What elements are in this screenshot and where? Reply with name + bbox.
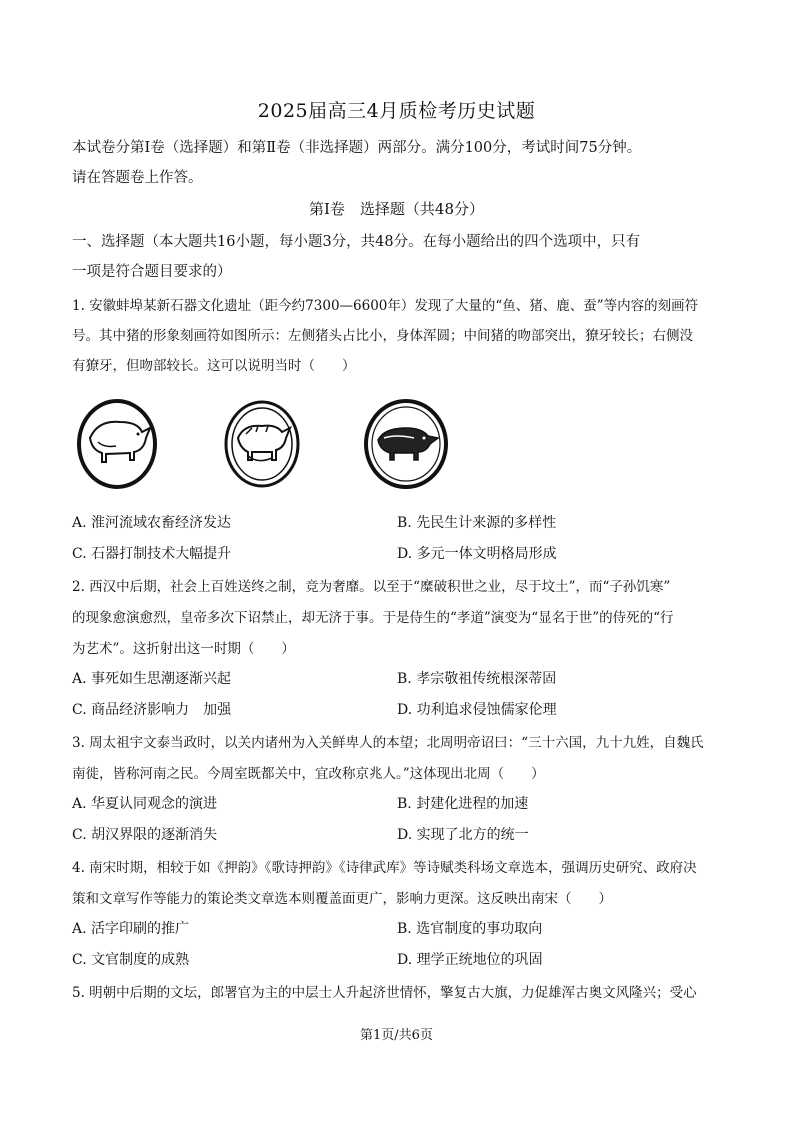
q5-line-1: 5. 明朝中后期的文坛，郎署官为主的中层士人升起济世情怀，擎复古大旗，力促雄浑古奥文风隆兴；受心 [72,985,697,1001]
intro-line-1: 本试卷分第Ⅰ卷（选择题）和第Ⅱ卷（非选择题）两部分。满分100分，考试时间75分钟。 [72,140,642,156]
q3-option-d: D. 实现了北方的统一 [397,827,529,843]
pig-carving-middle-icon [222,398,302,490]
q3-line-1: 3. 周太祖宇文泰当政时，以关内诸州为入关鲜卑人的本望；北周明帝诏曰：“三十六国，九十九姓，自魏氏 [72,735,704,751]
q1-line-3: 有獠牙，但吻部较长。这可以说明当时（ ） [72,358,356,374]
pig-carving-left-icon [76,398,160,490]
q2-option-b: B. 孝宗敬祖传统根深蒂固 [397,671,557,687]
q2-option-c: C. 商品经济影响力 加强 [72,702,232,718]
q3-option-a: A. 华夏认同观念的演进 [72,796,218,812]
page-footer: 第1页/共6页 [360,1028,433,1043]
q1-option-c: C. 石器打制技术大幅提升 [72,546,232,562]
q2-line-2: 的现象愈演愈烈，皇帝多次下诏禁止，却无济于事。于是侍生的“孝道”演变为“显名于世”的侍死的“行 [72,610,674,626]
q3-option-c: C. 胡汉界限的逐渐消失 [72,827,218,843]
q1-line-2: 号。其中猪的形象刻画符如图所示：左侧猪头占比小，身体浑圆；中间猪的吻部突出，獠牙较长；右侧没 [72,328,693,344]
pig-carving-right-icon [362,398,450,490]
q1-figure [76,398,456,490]
instructions-line-1: 一、选择题（本大题共16小题，每小题3分，共48分。在每小题给出的四个选项中，只有 [72,234,641,250]
q3-line-2: 南徙，皆称河南之民。今周室既都关中，宜改称京兆人。”这体现出北周（ ） [72,766,545,782]
q4-option-b: B. 选官制度的事功取向 [397,921,543,937]
q4-line-2: 策和文章写作等能力的策论类文章选本则覆盖面更广，影响力更深。这反映出南宋（ ） [72,891,612,907]
q2-line-1: 2. 西汉中后期，社会上百姓送终之制，竞为奢靡。以至于“糜破积世之业，尽于坟土”，而“子孙饥寒” [72,579,671,595]
section-title: 第Ⅰ卷 选择题（共48分） [308,200,484,218]
page-title: 2025届高三4月质检考历史试题 [257,100,536,122]
instructions-line-2: 一项是符合题目要求的） [72,264,232,280]
q3-option-b: B. 封建化进程的加速 [397,796,529,812]
q4-option-c: C. 文官制度的成熟 [72,952,190,968]
q1-option-b: B. 先民生计来源的多样性 [397,515,557,531]
q1-line-1: 1. 安徽蚌埠某新石器文化遗址（距今约7300—6600年）发现了大量的“鱼、猪、鹿、蚕”等内容的刻画符 [72,298,699,314]
q2-line-3: 为艺术”。这折射出这一时期（ ） [72,641,295,657]
q2-option-a: A. 事死如生思潮逐渐兴起 [72,671,232,687]
q4-line-1: 4. 南宋时期，相较于如《押韵》《歌诗押韵》《诗律武库》等诗赋类科场文章选本，强调历史研究、政府决 [72,860,697,876]
q1-option-d: D. 多元一体文明格局形成 [397,546,557,562]
intro-line-2: 请在答题卷上作答。 [72,170,203,186]
q2-option-d: D. 功利追求侵蚀儒家伦理 [397,702,557,718]
q4-option-d: D. 理学正统地位的巩固 [397,952,543,968]
q1-option-a: A. 淮河流域农畜经济发达 [72,515,232,531]
q4-option-a: A. 活字印刷的推广 [72,921,190,937]
